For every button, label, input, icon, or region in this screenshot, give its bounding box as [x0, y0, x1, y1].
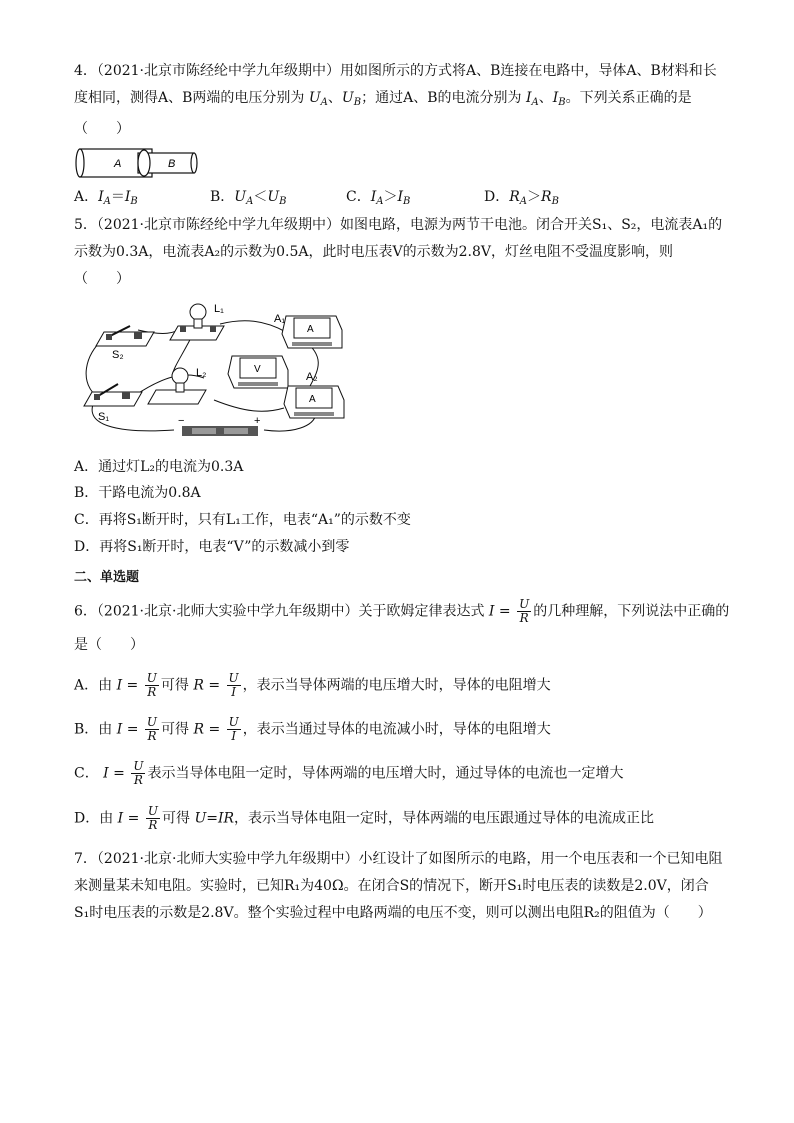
q4-text-2c: 。下列关系正确的是 [565, 90, 692, 106]
q6-b-pre: B．由 [74, 721, 113, 738]
q7-number: 7 [74, 851, 83, 867]
q4-options [74, 186, 559, 213]
label-s1: S₁ [98, 411, 110, 423]
ammeter-a2 [284, 386, 344, 418]
label-l2: L₂ [196, 367, 207, 379]
q4-option-c[interactable]: C．$I_A>I_B$ [346, 189, 411, 207]
q6-b-post: ，表示当通过导体的电流减小时，导体的电阻增大 [242, 721, 551, 738]
label-s2: S₂ [112, 349, 124, 361]
question-5 [74, 212, 724, 293]
q6-option-d[interactable]: D．由 I = $\frac{U}{R}$ 可得 U=IR，表示当导体电阻一定时，导体两端的电压跟通过导体的电流成正比 [74, 804, 655, 832]
switch-s2 [96, 326, 154, 346]
v-dial-letter: V [254, 364, 261, 375]
q4-option-d[interactable]: D．$R_A>R_B$ [484, 189, 559, 207]
label-a2: A₂ [306, 371, 318, 383]
question-6 [74, 597, 730, 659]
switch-s1 [84, 384, 142, 406]
q5-text-1: 如图电路，电源为两节干电池。闭合开关S₁、S₂，电流表A₁的 [340, 217, 723, 233]
q5-blank: （ ） [74, 271, 130, 287]
ammeter-a1 [282, 316, 342, 348]
voltmeter-v [228, 356, 288, 388]
q7-source: （2021·北京·北师大实验中学九年级期中） [96, 851, 359, 867]
question-4 [74, 58, 724, 143]
q5-option-c[interactable]: C．再将S₁断开时，只有L₁工作，电表“A₁”的示数不变 [74, 512, 411, 528]
q5-number: 5 [74, 217, 83, 233]
q6-line-1: 6．（2021·北京·北师大实验中学九年级期中）关于欧姆定律表达式 I = $\frac{U}{R}$ 的几种理解，下列说法中正确的 [74, 597, 730, 625]
q4-ia: I [525, 90, 532, 106]
q6-a-pre: A．由 [74, 677, 113, 694]
q4-option-b[interactable]: B．$U_A<U_B$ [210, 189, 287, 207]
q6-a-post: ，表示当导体两端的电压增大时，导体的电阻增大 [242, 677, 551, 694]
q5-source: （2021·北京市陈经纶中学九年级期中） [96, 217, 341, 233]
q5-text-2: 示数为0.3A，电流表A₂的示数为0.5A，此时电压表V的示数为2.8V，灯丝电阻不受温度影响，则 [74, 244, 673, 260]
q4-label-b: B [168, 158, 176, 170]
q4-option-a[interactable]: A．$I_A=I_B$ [74, 189, 138, 207]
q4-option-c-letter: C． [346, 189, 371, 205]
q7-text-2: 来测量某未知电阻。实验时，已知R₁为40Ω。在闭合S的情况下，断开S₁时电压表的读数是2.0V，闭合 [74, 878, 709, 894]
q5-line-1: 5．（2021·北京市陈经纶中学九年级期中）如图电路，电源为两节干电池。闭合开关S₁、S₂，电流表A₁的 [74, 217, 723, 233]
q6-d-eq: U=IR [194, 810, 235, 827]
q7-text-3: S₁时电压表的示数是2.8V。整个实验过程中电路两端的电压不变，则可以测出电阻R₂的阻值为（ ） [74, 905, 712, 921]
q6-b-mid: 可得 [161, 721, 190, 738]
q4-line-2: 度相同，测得A、B两端的电压分别为 $U_A$、$U_B$；通过A、B的电流分别为 $I_A$、$I_B$。下列关系正确的是 [74, 90, 692, 108]
q6-option-a[interactable]: A．由 I = $\frac{U}{R}$ 可得 R = $\frac{U}{I}$ ，表示当导体两端的电压增大时，导体的电阻增大 [74, 671, 551, 699]
q4-option-b-letter: B． [210, 189, 235, 205]
q4-label-a: A [114, 158, 122, 170]
q7-text-1: 小红设计了如图所示的电路，用一个电压表和一个已知电阻 [358, 851, 723, 867]
q4-ub: U [341, 90, 354, 106]
q4-option-a-letter: A． [74, 189, 99, 205]
q6-d-post: ，表示当导体电阻一定时，导体两端的电压跟通过导体的电流成正比 [234, 810, 655, 827]
q5-circuit-figure [74, 296, 354, 442]
q6-c-post: 表示当导体电阻一定时，导体两端的电压增大时，通过导体的电流也一定增大 [147, 765, 624, 782]
section-heading-single-choice: 二、单选题 [74, 570, 140, 585]
q6-text-2: 是（ ） [74, 636, 144, 653]
q5-option-d[interactable]: D．再将S₁断开时，电表“V”的示数减小到零 [74, 539, 350, 555]
q5-option-a[interactable]: A．通过灯L₂的电流为0.3A [74, 459, 244, 475]
q6-option-c[interactable]: C． I = $\frac{U}{R}$ 表示当导体电阻一定时，导体两端的电压增大时，通过导体的电流也一定增大 [74, 759, 624, 787]
q6-a-mid: 可得 [160, 677, 189, 694]
q4-ib: I [552, 90, 559, 106]
q4-line-1: 4．（2021·北京市陈经纶中学九年级期中）用如图所示的方式将A、B连接在电路中，导体A、B材料和长 [74, 63, 717, 79]
a1-dial-letter: A [307, 324, 314, 335]
label-plus: + [254, 415, 261, 427]
q6-option-b[interactable]: B．由 I = $\frac{U}{R}$ 可得 R = $\frac{U}{I}$ ，表示当通过导体的电流减小时，导体的电阻增大 [74, 715, 551, 743]
q4-text-1: 用如图所示的方式将A、B连接在电路中，导体A、B材料和长 [340, 63, 717, 79]
q4-option-d-letter: D． [484, 189, 510, 205]
q4-source: （2021·北京市陈经纶中学九年级期中） [96, 63, 341, 79]
q4-text-2b: ；通过A、B的电流分别为 [361, 90, 522, 106]
q4-number: 4 [74, 63, 83, 79]
q6-source: （2021·北京·北师大实验中学九年级期中） [96, 603, 359, 620]
q6-text-1b: 的几种理解，下列说法中正确的 [533, 603, 730, 620]
q4-text-2a: 度相同，测得A、B两端的电压分别为 [74, 90, 305, 106]
q6-number: 6 [74, 603, 83, 620]
q6-d-mid: 可得 [161, 810, 190, 827]
q4-conductor-figure [74, 146, 204, 180]
q5-option-b[interactable]: B．干路电流为0.8A [74, 485, 201, 501]
q6-d-pre: D．由 [74, 810, 114, 827]
q6-c-pre: C． [74, 765, 99, 782]
label-minus: − [178, 415, 185, 427]
q4-ua: U [308, 90, 321, 106]
q7-line-1: 7．（2021·北京·北师大实验中学九年级期中）小红设计了如图所示的电路，用一个电压表和一个已知电阻 [74, 851, 723, 867]
label-l1: L₁ [214, 303, 224, 315]
q4-blank: （ ） [74, 121, 130, 137]
battery [182, 426, 258, 436]
q6-formula-frac: $\frac{U}{R}$ [519, 597, 530, 625]
question-7 [74, 846, 724, 927]
label-a1: A₁ [274, 313, 286, 325]
q6-text-1: 关于欧姆定律表达式 [358, 603, 485, 620]
a2-dial-letter: A [309, 394, 316, 405]
